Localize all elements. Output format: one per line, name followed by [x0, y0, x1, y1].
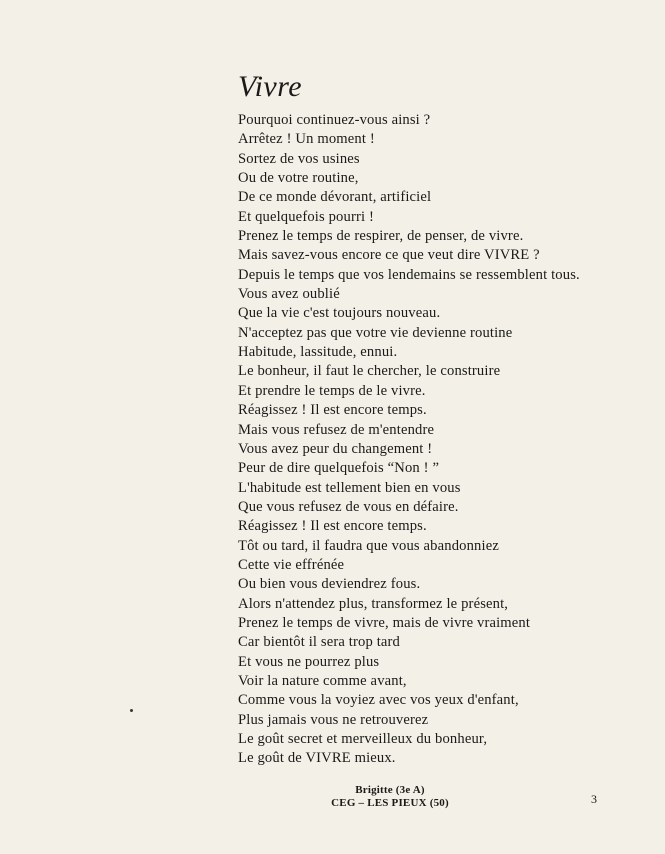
poem-line: Mais vous refusez de m'entendre — [238, 421, 435, 438]
stray-dot-mark — [130, 709, 133, 712]
poem-line: L'habitude est tellement bien en vous — [238, 479, 461, 496]
poem-line: Ou bien vous deviendrez fous. — [238, 576, 421, 593]
poem-line: Réagissez ! Il est encore temps. — [238, 402, 427, 419]
poem-line: Habitude, lassitude, ennui. — [238, 344, 398, 361]
poem-body — [238, 111, 580, 769]
poem-line: Pourquoi continuez-vous ainsi ? — [238, 112, 431, 128]
author-credit — [330, 784, 450, 810]
poem-line: Cette vie effrénée — [238, 556, 345, 573]
poem-line: Peur de dire quelquefois “Non ! ” — [238, 460, 440, 477]
poem-line: Le goût de VIVRE mieux. — [238, 750, 396, 767]
school-name: CEG – LES PIEUX (50) — [331, 797, 449, 809]
poem-line: Le bonheur, il faut le chercher, le construire — [238, 363, 501, 380]
poem-line: Ou de votre routine, — [238, 170, 359, 187]
poem-line: Arrêtez ! Un moment ! — [238, 131, 375, 148]
poem-line: Voir la nature comme avant, — [238, 672, 407, 689]
poem-line: Vous avez oublié — [238, 286, 340, 303]
page-number: 3 — [591, 792, 597, 806]
poem-line: Plus jamais vous ne retrouverez — [238, 711, 429, 728]
poem-line: Comme vous la voyiez avec vos yeux d'enfant, — [238, 692, 519, 709]
poem-line: Et vous ne pourrez plus — [238, 653, 380, 670]
poem-line: Et quelquefois pourri ! — [238, 208, 374, 225]
poem-title: Vivre — [238, 70, 303, 103]
poem-line: Prenez le temps de respirer, de penser, de vivre. — [238, 228, 524, 245]
poem-line: Vous avez peur du changement ! — [238, 440, 433, 457]
poem-line: De ce monde dévorant, artificiel — [238, 189, 432, 206]
poem-line: Prenez le temps de vivre, mais de vivre vraiment — [238, 614, 531, 631]
poem-line: Et prendre le temps de le vivre. — [238, 382, 426, 399]
poem-line: N'acceptez pas que votre vie devienne routine — [238, 324, 513, 341]
poem-line: Que vous refusez de vous en défaire. — [238, 498, 459, 515]
poem-line: Mais savez-vous encore ce que veut dire VIVRE ? — [238, 247, 540, 264]
poem-line: Sortez de vos usines — [238, 150, 360, 167]
poem-line: Tôt ou tard, il faudra que vous abandonniez — [238, 537, 499, 554]
poem-line: Le goût secret et merveilleux du bonheur, — [238, 731, 488, 747]
poem-line: Réagissez ! Il est encore temps. — [238, 518, 427, 535]
poem-line: Alors n'attendez plus, transformez le présent, — [238, 595, 509, 612]
poem-line: Car bientôt il sera trop tard — [238, 634, 400, 651]
author-name: Brigitte (3e A) — [355, 784, 425, 796]
poem-line: Depuis le temps que vos lendemains se ressemblent tous. — [238, 266, 580, 283]
poem-line: Que la vie c'est toujours nouveau. — [238, 305, 441, 322]
